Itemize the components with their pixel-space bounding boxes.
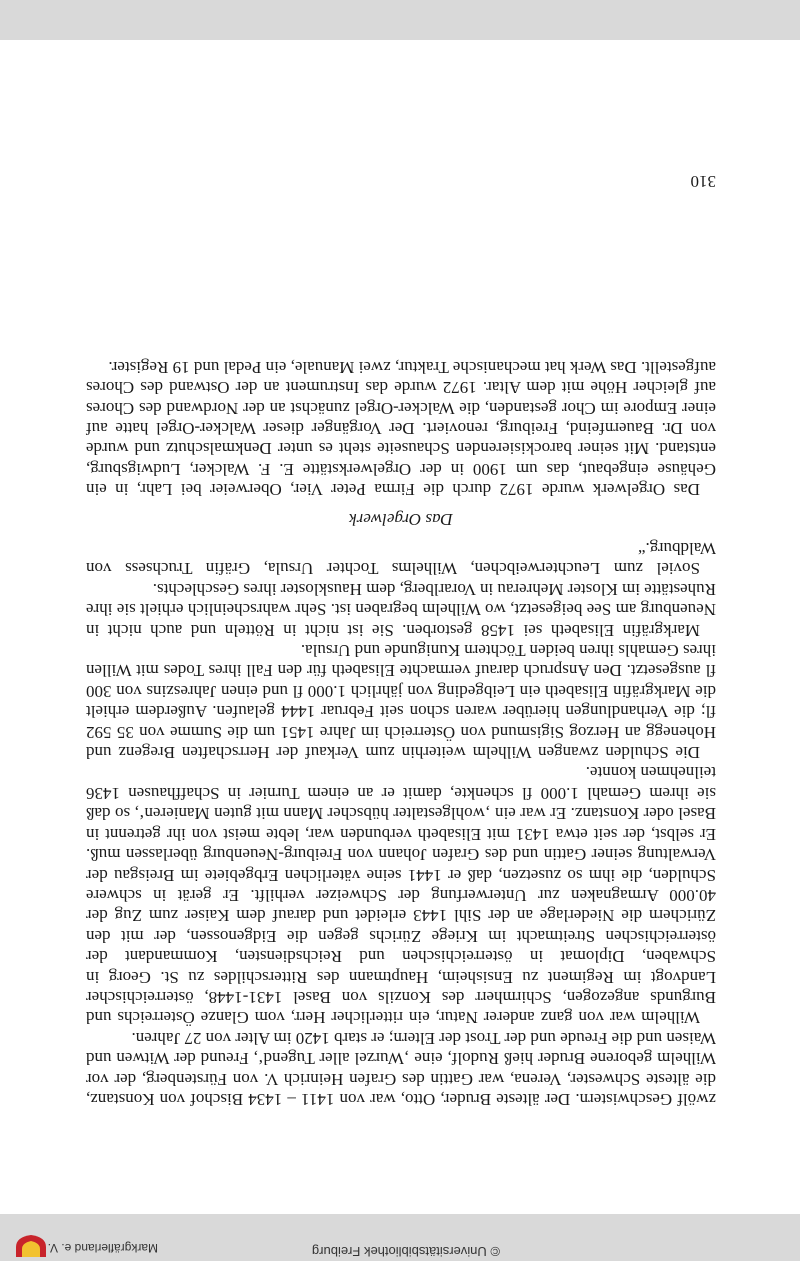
paragraph-5: Soviel zum Leuchterweibchen, Wilhelms Tochter Ursula, Gräfin Truchsess von Waldburg.“ — [86, 539, 716, 579]
header-band — [0, 0, 800, 40]
paragraph-4: Markgräfin Elisabeth sei 1458 gestorben. Sie ist nicht in Rötteln und auch nicht in Neuenburg am See beigesetzt, wo Wilhelm begraben ist. Sehr wahrscheinlich erhielt sie ihre Ruhestätte im Kloster Mehrerau in Vorarlberg, dem Hauskloster ihres Geschlechts. — [86, 579, 716, 640]
footer-ub-credit: © Universitätsbibliothek Freiburg — [311, 1244, 500, 1259]
section-paragraph-1: Das Orgelwerk wurde 1972 durch die Firma Peter Vier, Oberweier bei Lahr, in ein Gehäuse eingebaut, das um 1900 in der Orgelwerkstätte E. F. Walcker, Ludwigsburg, entstand. Mit seiner barockisierenden Schauseite steht es unter Denkmalschutz und wurde von Dr. Bauernfeind, Freiburg, renoviert. Der Vorgänger dieser Walcker-Orgel hatte auf einer Empore im Chor gestanden, die Walcker-Orgel zunächst an der Nordwand des Chores auf gleicher Höhe mit dem Altar. 1972 wurde das Instrument an der Ostwand des Chores aufgestellt. Das Werk hat mechanische Traktur, zwei Manuale, ein Pedal und 19 Register. — [86, 357, 716, 500]
footer-crest-icon — [14, 1235, 48, 1257]
document-page — [86, 356, 716, 1109]
page-number: 310 — [690, 172, 716, 191]
footer-band — [0, 1214, 800, 1261]
section-heading: Das Orgelwerk — [349, 509, 453, 529]
paragraph-1: zwölf Geschwistern. Der älteste Bruder, Otto, war von 1411 – 1434 Bischof von Konstanz, die älteste Schwester, Verena, war Gattin des Grafen Heinrich V. von Fürstenberg, der vor Wilhelm geborene Bruder hieß Rudolf, eine ‚Wurzel aller Tugend‘, Freund der Witwen und Waisen und die Freude und der Trost der Eltern; er starb 1420 im Alter von 27 Jahren. — [86, 1028, 716, 1109]
paragraph-3: Die Schulden zwangen Wilhelm weiterhin zum Verkauf der Herrschaften Bregenz und Hohenegg an Herzog Sigismund von Österreich im Jahre 1451 um die Summe von 35 592 fl; die Verhandlungen hierüber waren schon seit Februar 1444 gelaufen. Außerdem erhielt die Markgräfin Elisabeth ein Leibgeding von jährlich 1.000 fl und einen Jahreszins von 300 fl ausgesetzt. Den Anspruch darauf vermachte Elisabeth für den Fall ihres Todes mit Willen ihres Gemahls ihren beiden Töchtern Kunigunde und Ursula. — [86, 641, 716, 763]
paragraph-2: Wilhelm war von ganz anderer Natur, ein ritterlicher Herr, vom Glanze Österreichs und Burgunds angezogen, Schirmherr des Konzils von Basel 1431-1448, österreichischer Landvogt im Regiment zu Ensisheim, Hauptmann des Ritterschildes zu St. Georg in Schwaben, Diplomat in österreichischen und Reichsdiensten, Kommandant der österreichischen Streitmacht im Kriege Zürichs gegen die Eidgenossen, der mit den Zürichern die Niederlage an der Sihl 1443 erleidet und darauf dem Kaiser zum Zug der 40.000 Armagnaken zur Unterwerfung der Schweizer verhilft. Er gerät in schwere Schulden, die ihm so zusetzen, daß er 1441 seine väterlichen Erbgebiete im Breisgau der Verwaltung seiner Gattin und des Grafen Johann von Freiburg-Neuenburg überlassen muß. Er selbst, der seit etwa 1431 mit Elisabeth verbunden war, lebte meist von ihr getrennt in Basel oder Konstanz. Er war ein ‚wohlgestalter hübscher Mann mit guten Manieren‘, so daß sie ihrem Gemahl 1.000 fl schenkte, damit er an einem Turnier in Schaffhausen 1436 teilnehmen konnte. — [86, 763, 716, 1028]
footer-society-name: Markgräflerland e. V. — [47, 1241, 158, 1255]
